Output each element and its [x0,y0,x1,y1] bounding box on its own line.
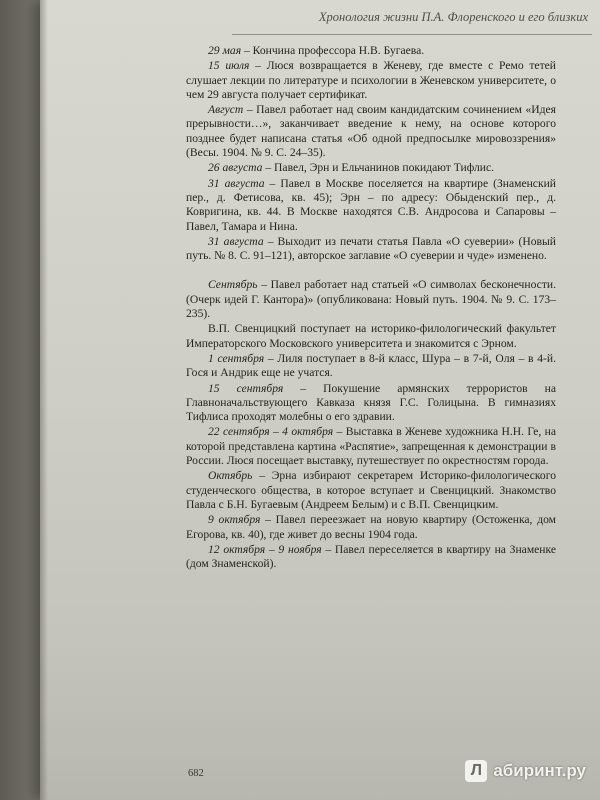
entry-date: Август [208,103,244,117]
chronology-entry [186,513,556,542]
entry-date: 9 октября [208,513,261,527]
entry-text: В.П. Свенцицкий поступает на историко-филологический факультет Императорского Московского университета и знакомится с Эрном. [186,322,556,350]
chronology-entry [186,278,556,321]
labirint-watermark [465,760,586,782]
entry-text: – Павел переезжает на новую квартиру (Остоженка, дом Егорова, кв. 40), где живет до весны 1904 года. [186,513,557,541]
watermark-text: абиринт.ру [493,761,586,780]
entry-date: Сентябрь [208,278,258,292]
chronology-entry [186,177,556,234]
entry-date: 31 августа [208,234,264,248]
entry-date: 15 июля [208,59,250,73]
page-shadow [40,0,48,800]
entry-text: – Лиля поступает в 8-й класс, Шура – в 7-й, Оля – в 4-й. Гося и Андрик еще не учатся. [186,351,557,380]
entry-date: 15 сентября [208,381,284,395]
entry-date: 1 сентября [208,351,265,365]
chronology-entry [186,352,556,381]
entry-date: 31 августа [208,176,265,190]
page-number: 682 [188,768,204,779]
chronology-entry [186,161,556,175]
entry-text: – Люся возвращается в Женеву, где вместе с Ремо тетей слушает лекции по литературе и психологии в Женевском университете, о чем 29 августа получает сертификат. [186,59,556,101]
chronology-entry [186,235,556,264]
chronology-entry [186,543,556,572]
section-gap [186,264,556,278]
entry-text: – Выходит из печати статья Павла «О суеверии» (Новый путь. № 8. С. 91–121), авторское заглавие «О суеверии и чуде» изменено. [186,234,556,263]
chronology-entry [186,322,556,351]
entry-date: 22 сентября – 4 октября [208,425,334,439]
entry-text: – Покушение армянских террористов на Главноначальствующего Кавказа князя Г.С. Голицына. В гимназиях Тифлиса проходят молебны о его здравии. [186,381,556,424]
running-header [232,8,592,35]
entry-date: 12 октября – 9 ноября [208,542,322,556]
entry-text: – Выставка в Женеве художника Н.Н. Ге, на которой представлена картина «Распятие», запрещенная к демонстрации в России. Люся посещает выставку, путешествует по окрестностям города. [186,425,557,468]
chronology-entry [186,382,556,425]
entry-text: – Павел переселяется в квартиру на Знаменке (дом Знаменской). [186,542,557,571]
chronology-entry [186,59,556,102]
chronology-entry [186,469,556,512]
entry-text: – Эрна избирают секретарем Историко-филологического студенческого общества, в которое вступает и Свенцицкий. Знакомство Павла с Б.Н. Бугаевым (Андреем Белым) и с В.П. Свенцицким. [186,469,556,511]
chronology-entry [186,103,556,160]
entry-text: – Кончина профессора Н.В. Бугаева. [241,44,425,57]
chronology-entry [186,425,556,468]
entry-date: 26 августа [208,161,263,175]
entry-text: – Павел работает над своим кандидатским сочинением «Идея прерывности…», заканчивает введение к нему, на основе которого позднее будет написана статья «Об одной предпосылке мировоззрения» (Весы. 1904. № 9. С. 24–35). [186,103,556,160]
entry-text: – Павел в Москве поселяется на квартире (Знаменский пер., д. Фетисова, кв. 45); Эрн – по адресу: Обыденский пер., д. Ковригина, кв. 44. В Москве находятся С.В. Андросова и Сапаровы – Павел, Тамара и Нина. [186,176,556,233]
running-title: Хронология жизни П.А. Флоренского и его близких [318,10,588,24]
entry-date: 29 мая [208,44,242,57]
entry-text: – Павел, Эрн и Ельчанинов покидают Тифлис. [262,161,494,175]
entry-text: – Павел работает над статьей «О символах бесконечности. (Очерк идей Г. Кантора)» (опубликована: Новый путь. 1904. № 9. С. 173–235). [186,278,556,321]
entry-date: Октябрь [208,469,253,483]
chronology-entry [186,44,556,58]
chronology-text [186,44,556,572]
labirint-logo-icon: Л [465,760,487,782]
